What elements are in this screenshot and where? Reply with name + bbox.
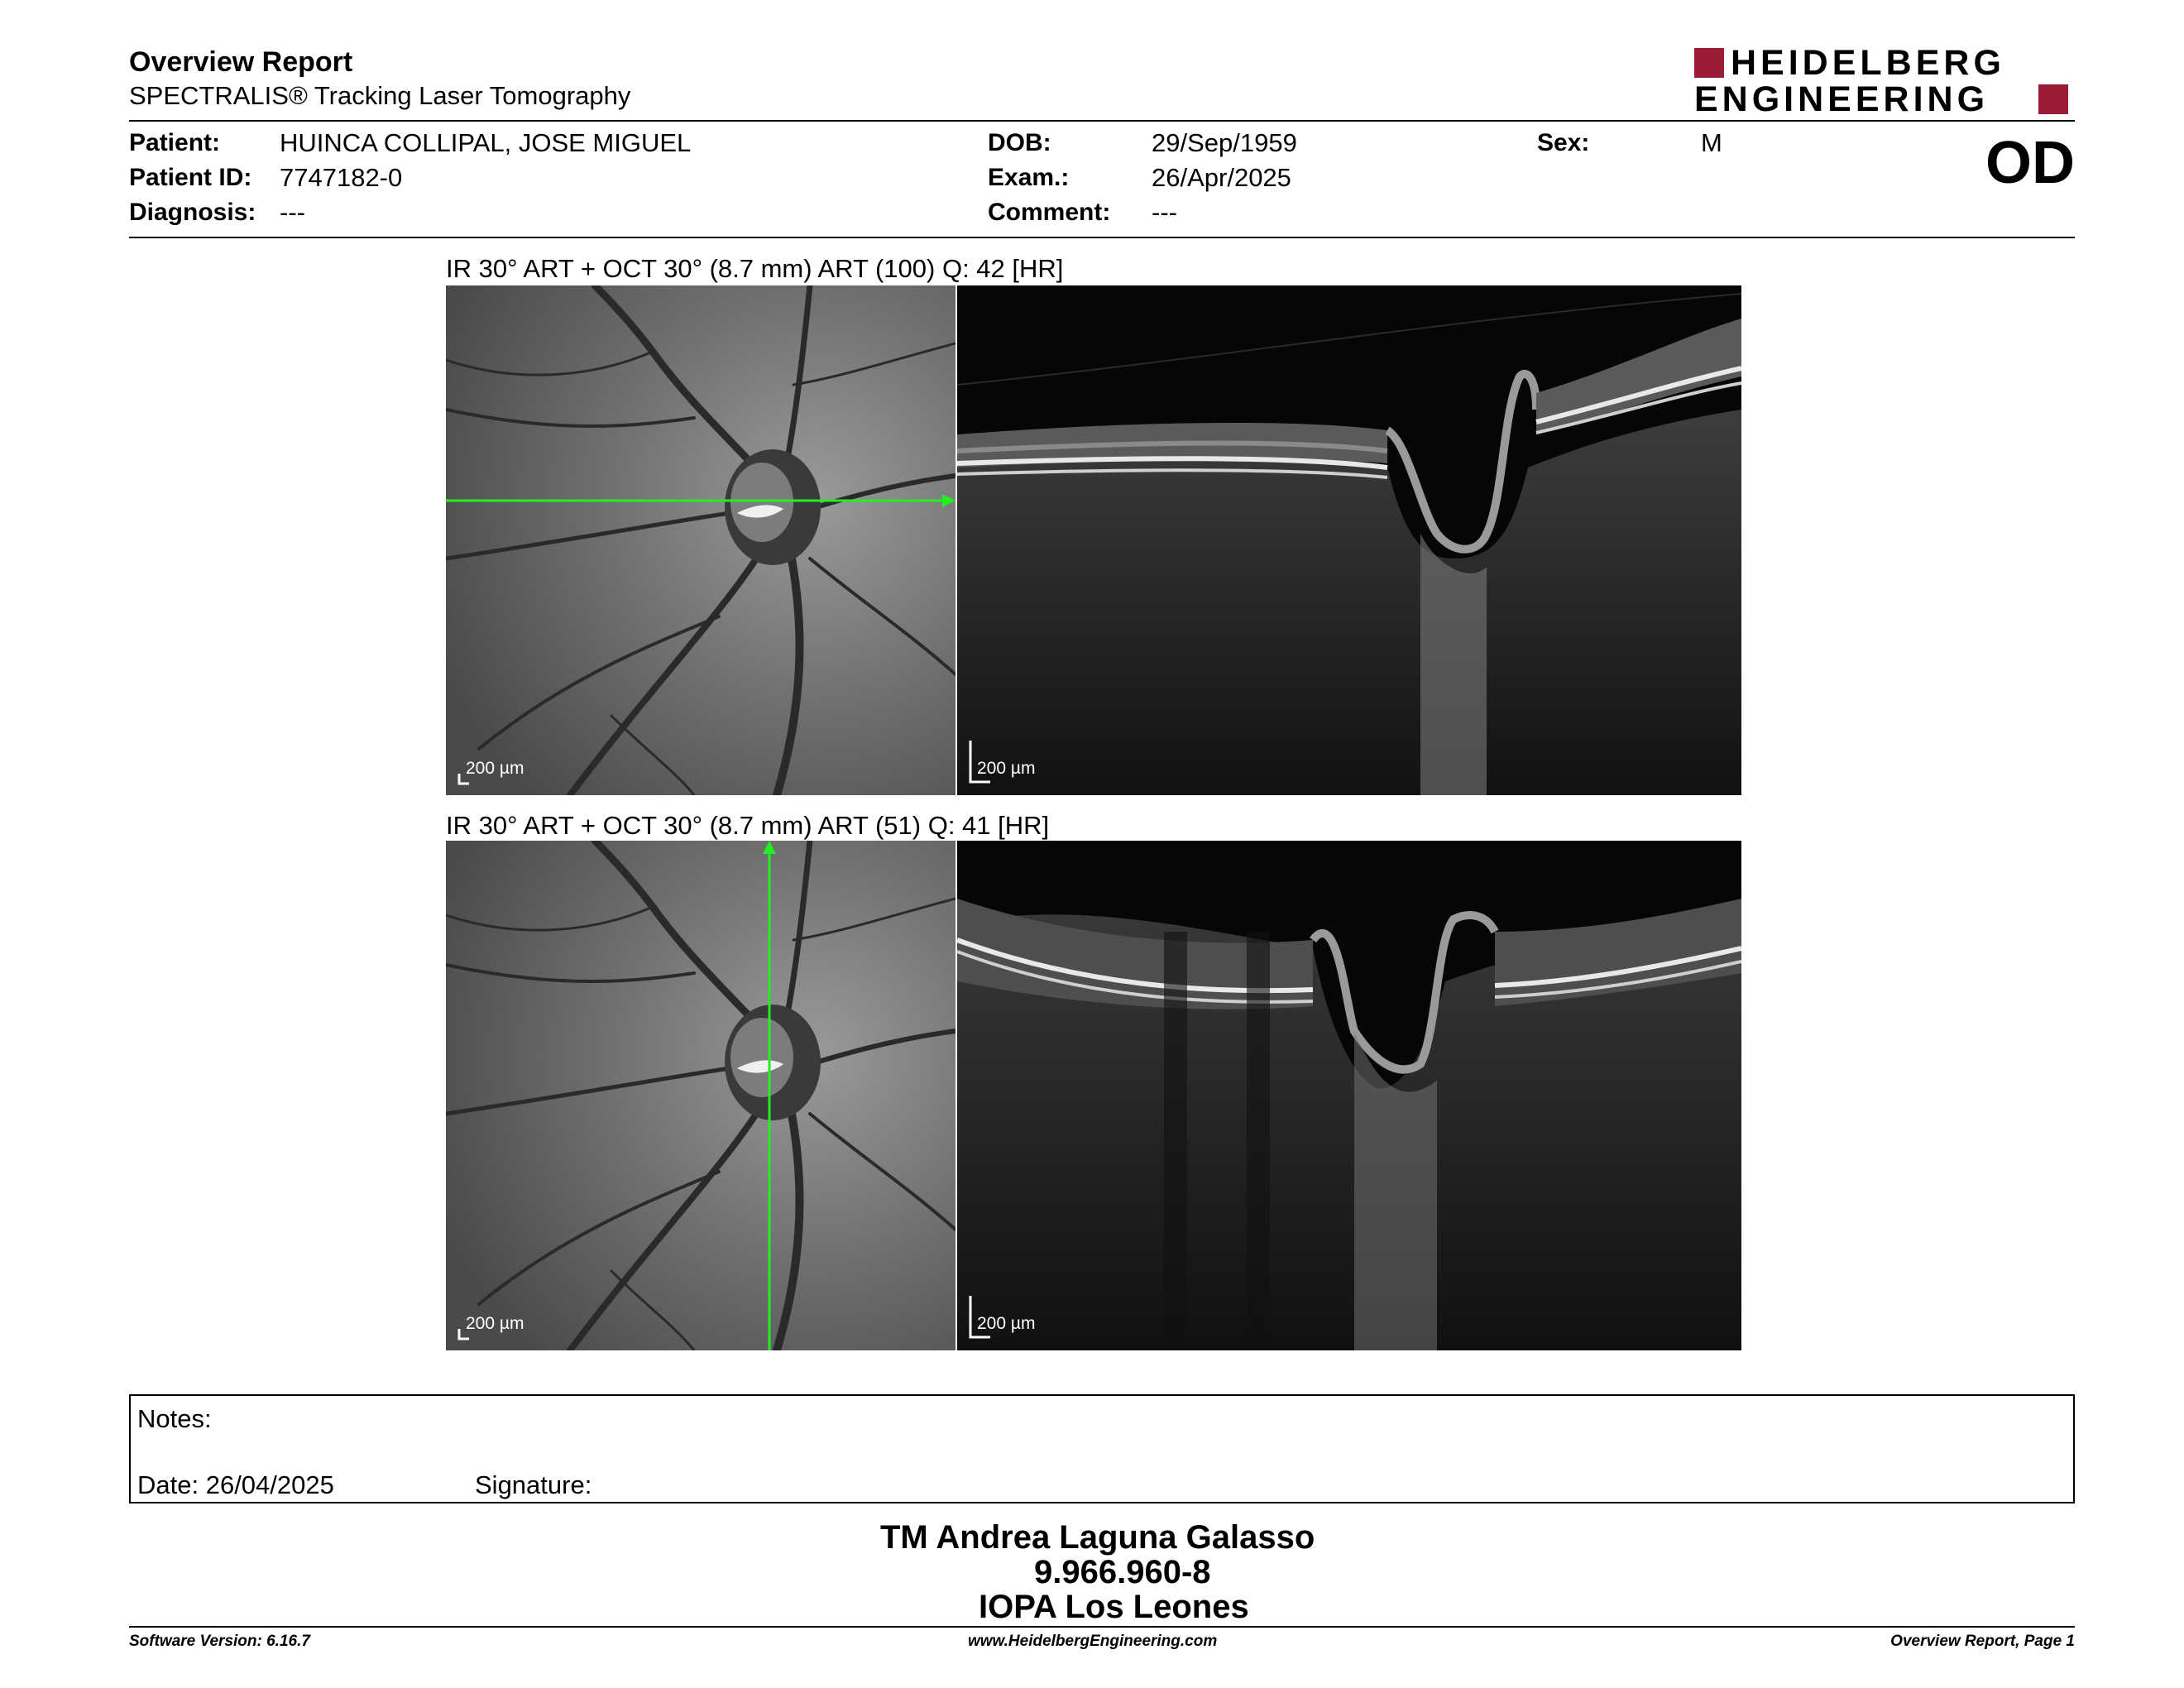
patient-id-label: Patient ID: [129,164,252,191]
logo-line1: HEIDELBERG [1731,43,2005,83]
notes-box[interactable] [129,1394,2075,1503]
footer-divider [129,1626,2075,1628]
image-caption-2: IR 30° ART + OCT 30° (8.7 mm) ART (51) Q: 41 [HR] [446,811,1050,840]
diagnosis-value: --- [280,198,305,227]
exam-label: Exam.: [988,164,1070,191]
heidelberg-logo [1694,43,2075,119]
comment-value: --- [1152,198,1177,227]
patient-name: HUINCA COLLIPAL, JOSE MIGUEL [280,128,692,157]
report-title: Overview Report [129,46,353,78]
fundus-scale-label-2: 200 µm [466,1314,524,1333]
sex-label: Sex: [1537,129,1590,156]
eye-laterality: OD [1985,130,2075,196]
patient-label: Patient: [129,129,221,156]
diagnosis-label: Diagnosis: [129,199,256,226]
fundus-image-2 [446,841,956,1350]
notes-label: Notes: [137,1404,212,1433]
patient-id: 7747182-0 [280,163,403,192]
dob-label: DOB: [988,129,1051,156]
oct-bscan-2 [957,841,1741,1350]
image-caption-1: IR 30° ART + OCT 30° (8.7 mm) ART (100) Q: 42 [HR] [446,254,1064,283]
fundus-image-1 [446,285,956,795]
bscan-scale-label-2: 200 µm [977,1314,1036,1333]
software-version: Software Version: 6.16.7 [129,1633,310,1650]
patient-divider [129,237,2075,238]
website-link[interactable]: www.HeidelbergEngineering.com [968,1633,1218,1650]
signatory-id: 9.966.960-8 [1034,1554,1211,1590]
logo-line2: ENGINEERING [1694,79,1990,119]
header-divider [129,120,2075,122]
comment-label: Comment: [988,199,1111,226]
signatory-name: TM Andrea Laguna Galasso [880,1519,1315,1556]
report-subtitle: SPECTRALIS® Tracking Laser Tomography [129,81,631,110]
signature-label: Signature: [475,1470,592,1499]
bscan-scale-label-1: 200 µm [977,759,1036,778]
logo-square-left [1694,48,1724,78]
sex-value: M [1701,128,1722,157]
logo-square-right [2038,84,2068,114]
signatory-institution: IOPA Los Leones [979,1589,1249,1625]
dob-value: 29/Sep/1959 [1152,128,1297,157]
oct-bscan-1 [957,285,1741,795]
exam-value: 26/Apr/2025 [1152,163,1291,192]
fundus-scale-label-1: 200 µm [466,759,524,778]
notes-date: Date: 26/04/2025 [137,1470,334,1499]
page-number: Overview Report, Page 1 [1890,1633,2075,1650]
